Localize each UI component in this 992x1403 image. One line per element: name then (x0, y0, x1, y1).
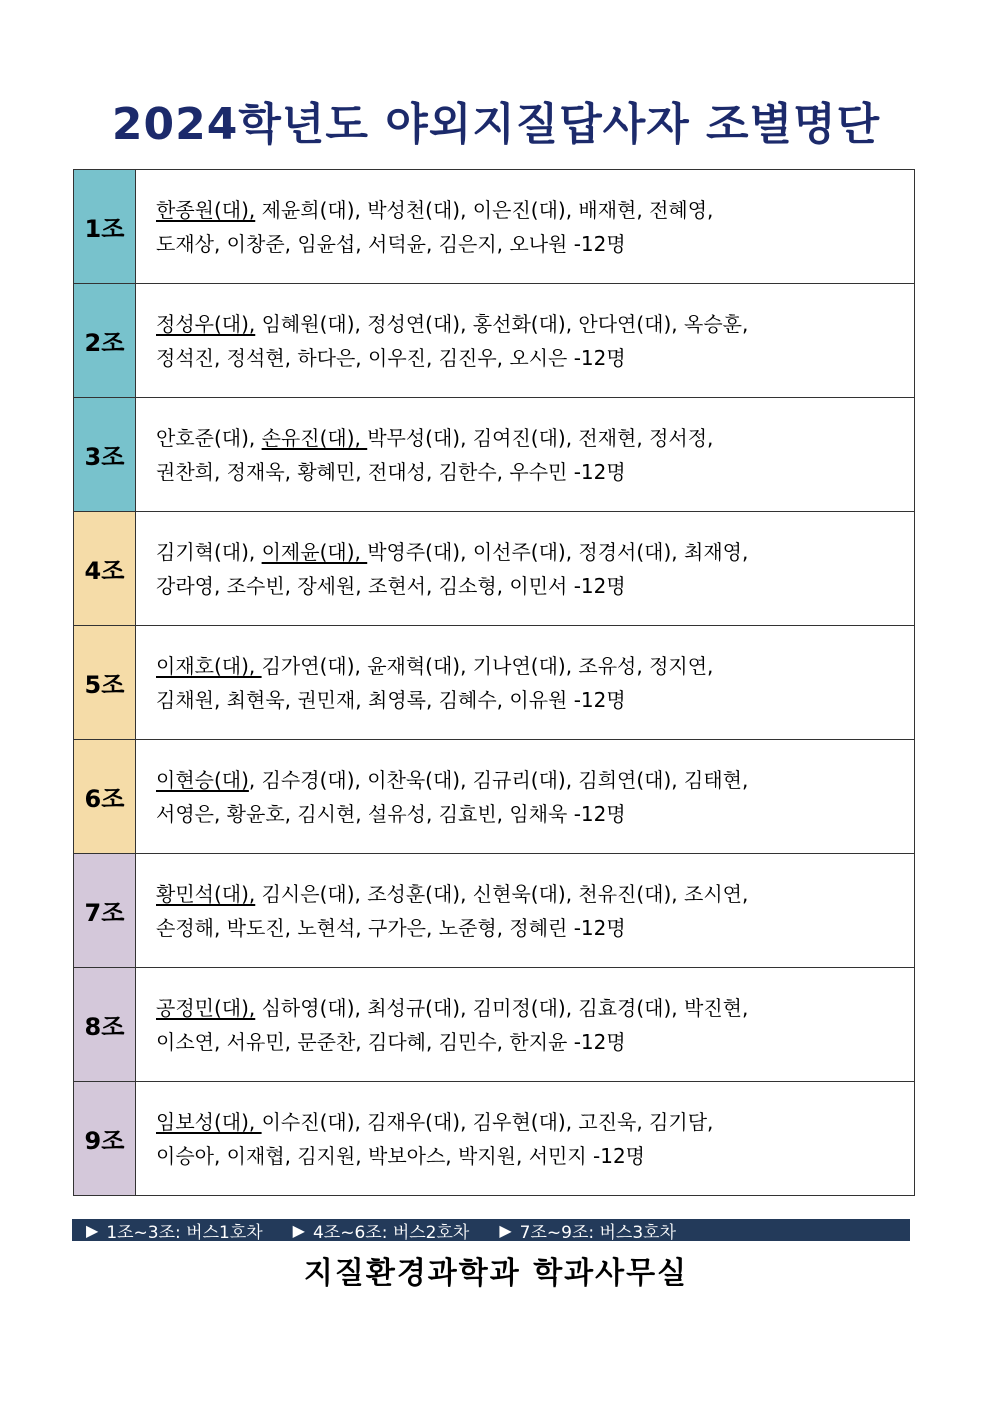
group-row (74, 626, 915, 740)
member-names: 이수진(대), 김재우(대), 김우현(대), 고진욱, 김기담, (261, 1109, 714, 1134)
group-label: 5조 (74, 626, 136, 740)
member-names: 김기혁(대), (156, 539, 262, 564)
group-members (136, 170, 915, 284)
members-line-1 (156, 649, 906, 683)
members-line-2: 정석진, 정석현, 하다은, 이우진, 김진우, 오시은 -12명 (156, 345, 626, 370)
member-names: 제윤희(대), 박성천(대), 이은진(대), 배재현, 전혜영, (255, 197, 714, 222)
group-label: 6조 (74, 740, 136, 854)
group-leader-name: 이재호(대), (156, 653, 262, 678)
members-line-2: 이승아, 이재협, 김지원, 박보아스, 박지원, 서민지 -12명 (156, 1143, 645, 1168)
group-members (136, 968, 915, 1082)
members-line-1 (156, 421, 906, 455)
office-footer: 지질환경과학과 학과사무실 (303, 1256, 689, 1291)
group-label: 1조 (74, 170, 136, 284)
group-label: 7조 (74, 854, 136, 968)
members-line-1 (156, 193, 906, 227)
members-line-2: 이소연, 서유민, 문준찬, 김다혜, 김민수, 한지윤 -12명 (156, 1029, 626, 1054)
member-names: 박무성(대), 김여진(대), 전재현, 정서정, (367, 425, 714, 450)
members-line-2: 도재상, 이창준, 임윤섭, 서덕윤, 김은지, 오나원 -12명 (156, 231, 626, 256)
members-line-1 (156, 763, 906, 797)
group-row (74, 740, 915, 854)
group-row (74, 284, 915, 398)
members-line-2: 김채원, 최현욱, 권민재, 최영록, 김혜수, 이유원 -12명 (156, 687, 626, 712)
members-line-2: 서영은, 황윤호, 김시현, 설유성, 김효빈, 임채욱 -12명 (156, 801, 626, 826)
members-line-1 (156, 535, 906, 569)
group-row (74, 512, 915, 626)
group-leader-name: 정성우(대), (156, 311, 256, 336)
member-names: 김가연(대), 윤재혁(대), 기나연(대), 조유성, 정지연, (261, 653, 714, 678)
member-names: 김시은(대), 조성훈(대), 신현욱(대), 천유진(대), 조시연, (255, 881, 749, 906)
group-row (74, 398, 915, 512)
group-leader-name: 한종원(대), (156, 197, 256, 222)
bus-item-1 (72, 1218, 279, 1243)
member-names: 박영주(대), 이선주(대), 정경서(대), 최재영, (367, 539, 749, 564)
group-members (136, 398, 915, 512)
bus-item-2 (279, 1218, 486, 1243)
play-triangle-icon: ▶ (86, 1220, 99, 1240)
bus-item-text: 1조~3조: 버스1호차 (106, 1222, 263, 1243)
bus-item-text: 7조~9조: 버스3호차 (519, 1222, 677, 1243)
group-row (74, 1082, 915, 1196)
bus-item-3 (485, 1218, 692, 1243)
group-label: 3조 (74, 398, 136, 512)
group-roster-table (73, 169, 915, 1196)
bus-assignment-bar (72, 1219, 910, 1241)
group-members (136, 1082, 915, 1196)
member-names: 안호준(대), (156, 425, 262, 450)
members-line-1 (156, 877, 906, 911)
group-members (136, 740, 915, 854)
members-line-2: 권찬희, 정재욱, 황혜민, 전대성, 김한수, 우수민 -12명 (156, 459, 626, 484)
group-leader-name: 공정민(대), (156, 995, 256, 1020)
play-triangle-icon: ▶ (292, 1220, 305, 1240)
member-names: , 김수경(대), 이찬욱(대), 김규리(대), 김희연(대), 김태현, (248, 767, 749, 792)
members-line-2: 강라영, 조수빈, 장세원, 조현서, 김소형, 이민서 -12명 (156, 573, 626, 598)
members-line-2: 손정해, 박도진, 노현석, 구가은, 노준형, 정혜린 -12명 (156, 915, 626, 940)
group-leader-name: 이현승(대) (156, 767, 249, 792)
members-line-1 (156, 307, 906, 341)
members-line-1 (156, 1105, 906, 1139)
member-names: 임혜원(대), 정성연(대), 홍선화(대), 안다연(대), 옥승훈, (255, 311, 749, 336)
group-leader-name: 이제윤(대), (261, 539, 368, 564)
members-line-1 (156, 991, 906, 1025)
group-members (136, 284, 915, 398)
group-members (136, 854, 915, 968)
group-row (74, 968, 915, 1082)
group-label: 8조 (74, 968, 136, 1082)
group-leader-name: 황민석(대), (156, 881, 256, 906)
group-row (74, 854, 915, 968)
group-label: 4조 (74, 512, 136, 626)
page-title: 2024학년도 야외지질답사자 조별명단 (111, 99, 881, 150)
group-leader-name: 임보성(대), (156, 1109, 262, 1134)
group-label: 2조 (74, 284, 136, 398)
bus-item-text: 4조~6조: 버스2호차 (312, 1222, 470, 1243)
member-names: 심하영(대), 최성규(대), 김미정(대), 김효경(대), 박진현, (255, 995, 749, 1020)
group-leader-name: 손유진(대), (261, 425, 368, 450)
group-row (74, 170, 915, 284)
group-members (136, 512, 915, 626)
group-members (136, 626, 915, 740)
play-triangle-icon: ▶ (499, 1220, 512, 1240)
group-label: 9조 (74, 1082, 136, 1196)
